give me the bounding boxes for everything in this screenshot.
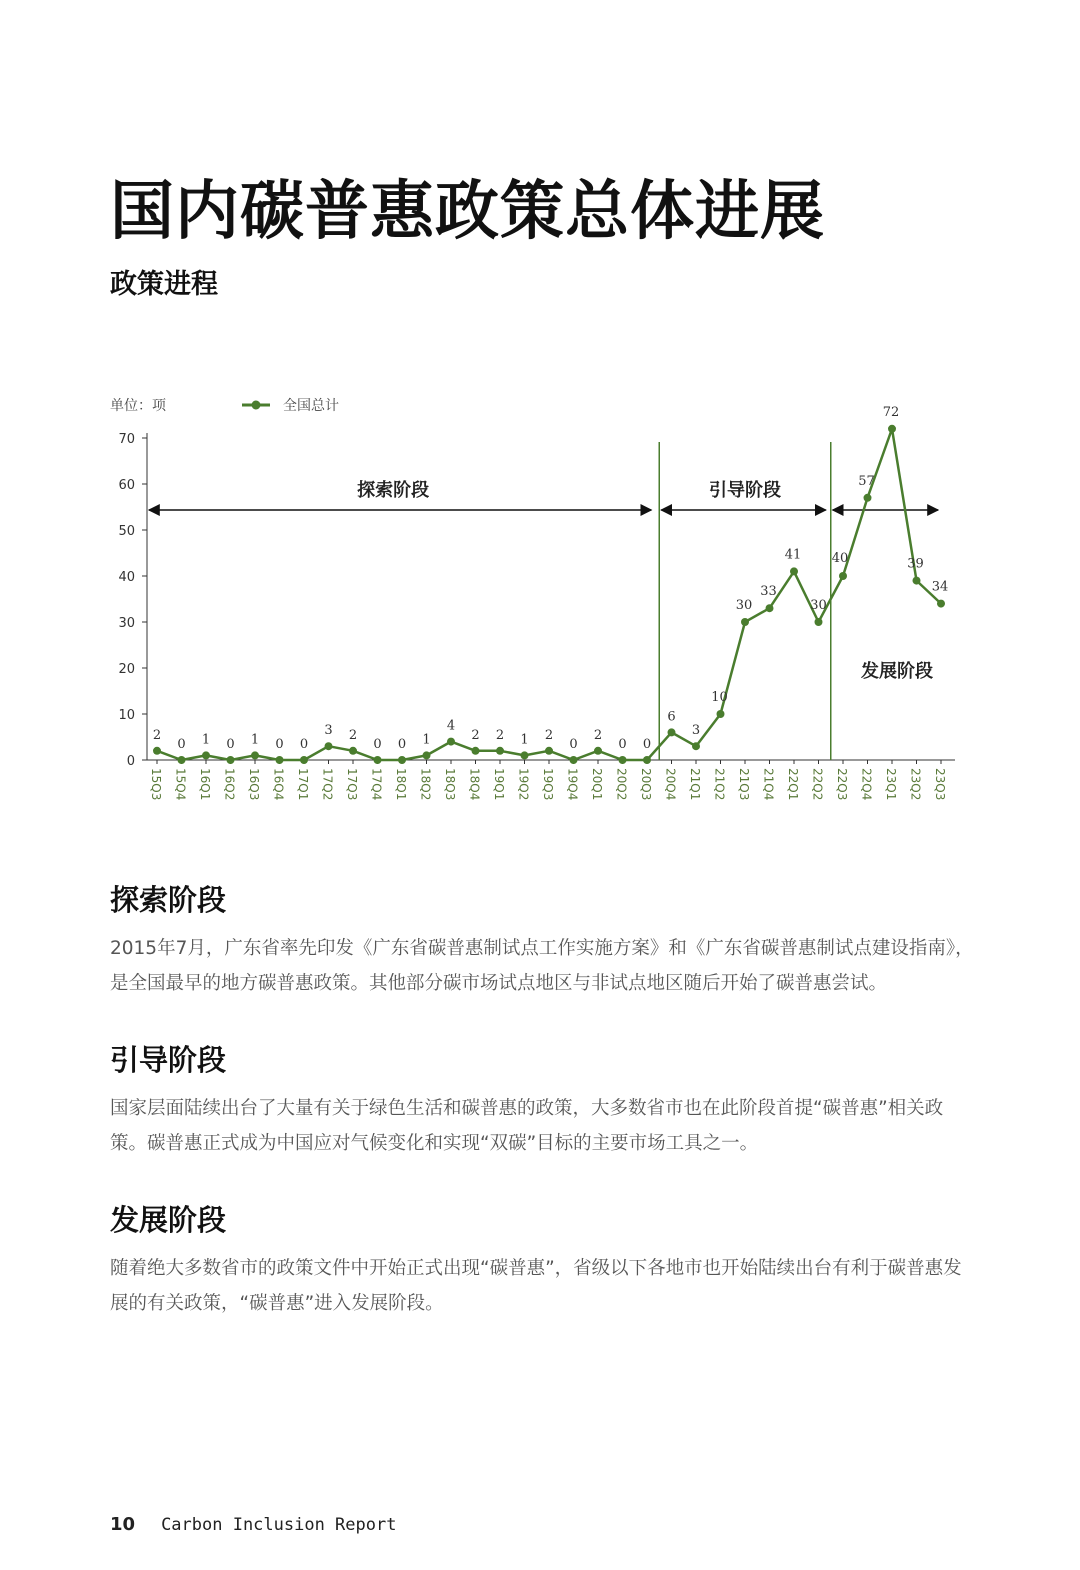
x-tick-label: 20Q3 bbox=[639, 768, 653, 801]
data-label: 0 bbox=[177, 737, 186, 752]
data-label: 1 bbox=[422, 732, 431, 748]
data-point bbox=[545, 747, 553, 755]
data-point bbox=[325, 742, 333, 750]
x-tick-label: 18Q3 bbox=[443, 768, 457, 801]
x-tick-label: 15Q4 bbox=[173, 768, 188, 801]
x-tick-label: 22Q4 bbox=[859, 768, 874, 801]
x-tick-label: 17Q2 bbox=[320, 768, 335, 801]
data-point bbox=[178, 756, 186, 764]
policy-count-line-chart bbox=[100, 385, 980, 825]
y-tick-label: 10 bbox=[118, 708, 135, 723]
x-tick-label: 17Q4 bbox=[369, 768, 384, 801]
data-label: 40 bbox=[831, 551, 849, 566]
data-label: 2 bbox=[471, 727, 480, 743]
data-point bbox=[349, 747, 357, 755]
x-tick-label: 20Q4 bbox=[663, 768, 678, 801]
data-point bbox=[398, 756, 406, 764]
data-point bbox=[496, 747, 504, 755]
data-label: 30 bbox=[810, 598, 827, 613]
data-point bbox=[619, 756, 627, 764]
data-point bbox=[741, 618, 749, 626]
data-label: 4 bbox=[446, 718, 456, 734]
data-label: 41 bbox=[784, 547, 802, 563]
x-tick-label: 18Q4 bbox=[467, 768, 482, 801]
data-label: 57 bbox=[858, 473, 875, 489]
data-label: 34 bbox=[931, 579, 949, 595]
data-point bbox=[766, 604, 774, 612]
legend-label: 全国总计 bbox=[283, 398, 339, 414]
y-tick-label: 30 bbox=[118, 616, 135, 631]
data-label: 30 bbox=[735, 598, 753, 613]
x-tick-label: 20Q1 bbox=[590, 768, 604, 801]
report-name: Carbon Inclusion Report bbox=[161, 1515, 397, 1535]
y-tick-label: 40 bbox=[118, 570, 135, 585]
data-label: 72 bbox=[882, 404, 900, 420]
data-label: 10 bbox=[711, 690, 728, 705]
data-point bbox=[594, 747, 602, 755]
x-tick-label: 21Q3 bbox=[737, 768, 751, 801]
data-label: 0 bbox=[373, 737, 382, 752]
y-tick-label: 70 bbox=[118, 432, 135, 447]
data-point bbox=[668, 728, 676, 736]
x-tick-label: 19Q3 bbox=[541, 768, 555, 801]
series-line bbox=[157, 429, 941, 760]
x-tick-label: 21Q4 bbox=[761, 768, 776, 801]
x-tick-label: 16Q1 bbox=[198, 768, 212, 801]
x-tick-label: 22Q3 bbox=[835, 768, 849, 801]
data-point bbox=[839, 572, 847, 580]
data-label: 1 bbox=[201, 732, 211, 748]
data-point bbox=[153, 747, 161, 755]
x-tick-label: 17Q1 bbox=[296, 768, 310, 801]
data-label: 33 bbox=[760, 584, 777, 600]
x-tick-label: 21Q2 bbox=[712, 768, 727, 801]
stage-label-guide: 引导阶段 bbox=[709, 480, 781, 501]
data-label: 2 bbox=[593, 727, 603, 743]
data-label: 1 bbox=[250, 732, 260, 748]
stage-heading-guide: 引导阶段 bbox=[110, 1043, 227, 1077]
x-tick-label: 21Q1 bbox=[688, 768, 702, 801]
data-point bbox=[888, 425, 896, 433]
data-label: 0 bbox=[397, 737, 407, 752]
data-label: 2 bbox=[348, 727, 358, 743]
x-tick-label: 16Q4 bbox=[271, 768, 286, 801]
data-point bbox=[521, 751, 529, 759]
stage-text-develop: 随着绝大多数省市的政策文件中开始正式出现“碳普惠”，省级以下各地市也开始陆续出台有利于碳普惠发展的有关政策，“碳普惠”进入发展阶段。 bbox=[110, 1258, 962, 1314]
data-label: 39 bbox=[907, 556, 924, 572]
data-point bbox=[300, 756, 308, 764]
data-point bbox=[815, 618, 823, 626]
page-number: 10 bbox=[110, 1514, 136, 1535]
data-point bbox=[643, 756, 651, 764]
page-footer bbox=[110, 1514, 396, 1535]
stage-text-guide: 国家层面陆续出台了大量有关于绿色生活和碳普惠的政策，大多数省市也在此阶段首提“碳普惠”相关政策。碳普惠正式成为中国应对气候变化和实现“双碳”目标的主要市场工具之一。 bbox=[110, 1098, 944, 1154]
data-point bbox=[472, 747, 480, 755]
y-tick-label: 0 bbox=[126, 754, 135, 769]
section-subtitle: 政策进程 bbox=[110, 269, 218, 300]
data-label: 0 bbox=[299, 737, 309, 752]
data-point bbox=[717, 710, 725, 718]
data-point bbox=[570, 756, 578, 764]
data-point bbox=[864, 494, 872, 502]
x-tick-label: 23Q1 bbox=[884, 768, 898, 801]
x-tick-label: 18Q2 bbox=[418, 768, 433, 801]
x-tick-label: 18Q1 bbox=[394, 768, 408, 801]
data-label: 1 bbox=[520, 732, 529, 748]
y-tick-label: 60 bbox=[118, 478, 135, 493]
data-label: 3 bbox=[324, 723, 333, 739]
data-point bbox=[447, 738, 455, 746]
data-point bbox=[276, 756, 284, 764]
data-label: 6 bbox=[667, 709, 676, 725]
x-tick-label: 15Q3 bbox=[149, 768, 163, 801]
data-point bbox=[937, 600, 945, 608]
data-label: 0 bbox=[618, 737, 627, 752]
data-point bbox=[251, 751, 259, 759]
stage-label-develop: 发展阶段 bbox=[861, 661, 933, 682]
data-point bbox=[202, 751, 210, 759]
x-tick-label: 23Q2 bbox=[908, 768, 923, 801]
data-label: 0 bbox=[275, 737, 284, 752]
x-tick-label: 22Q1 bbox=[786, 768, 800, 801]
data-label: 0 bbox=[569, 737, 578, 752]
x-tick-label: 22Q2 bbox=[810, 768, 825, 801]
data-label: 2 bbox=[544, 727, 554, 743]
data-point bbox=[374, 756, 382, 764]
data-point bbox=[692, 742, 700, 750]
stage-label-explore: 探索阶段 bbox=[357, 480, 430, 501]
stage-heading-develop: 发展阶段 bbox=[110, 1203, 227, 1237]
data-label: 0 bbox=[642, 737, 652, 752]
data-point bbox=[913, 577, 921, 585]
data-label: 0 bbox=[226, 737, 235, 752]
page-title: 国内碳普惠政策总体进展 bbox=[110, 175, 825, 249]
data-label: 2 bbox=[495, 727, 505, 743]
unit-label: 单位：项 bbox=[110, 398, 166, 414]
x-tick-label: 16Q2 bbox=[222, 768, 237, 801]
data-label: 3 bbox=[691, 723, 701, 739]
x-tick-label: 19Q1 bbox=[492, 768, 506, 801]
data-point bbox=[227, 756, 235, 764]
legend-marker bbox=[252, 401, 261, 410]
x-tick-label: 20Q2 bbox=[614, 768, 629, 801]
data-label: 2 bbox=[152, 727, 162, 743]
stage-text-explore: 2015年7月，广东省率先印发《广东省碳普惠制试点工作实施方案》和《广东省碳普惠制试点建设指南》，是全国最早的地方碳普惠政策。其他部分碳市场试点地区与非试点地区随后开始了碳普惠尝试。 bbox=[110, 938, 974, 994]
y-tick-label: 50 bbox=[118, 524, 135, 539]
stage-heading-explore: 探索阶段 bbox=[110, 883, 227, 917]
x-tick-label: 16Q3 bbox=[247, 768, 261, 801]
x-tick-label: 23Q3 bbox=[933, 768, 947, 801]
data-point bbox=[423, 751, 431, 759]
y-tick-label: 20 bbox=[118, 662, 135, 677]
x-tick-label: 19Q2 bbox=[516, 768, 531, 801]
x-tick-label: 19Q4 bbox=[565, 768, 580, 801]
data-point bbox=[790, 567, 798, 575]
x-tick-label: 17Q3 bbox=[345, 768, 359, 801]
